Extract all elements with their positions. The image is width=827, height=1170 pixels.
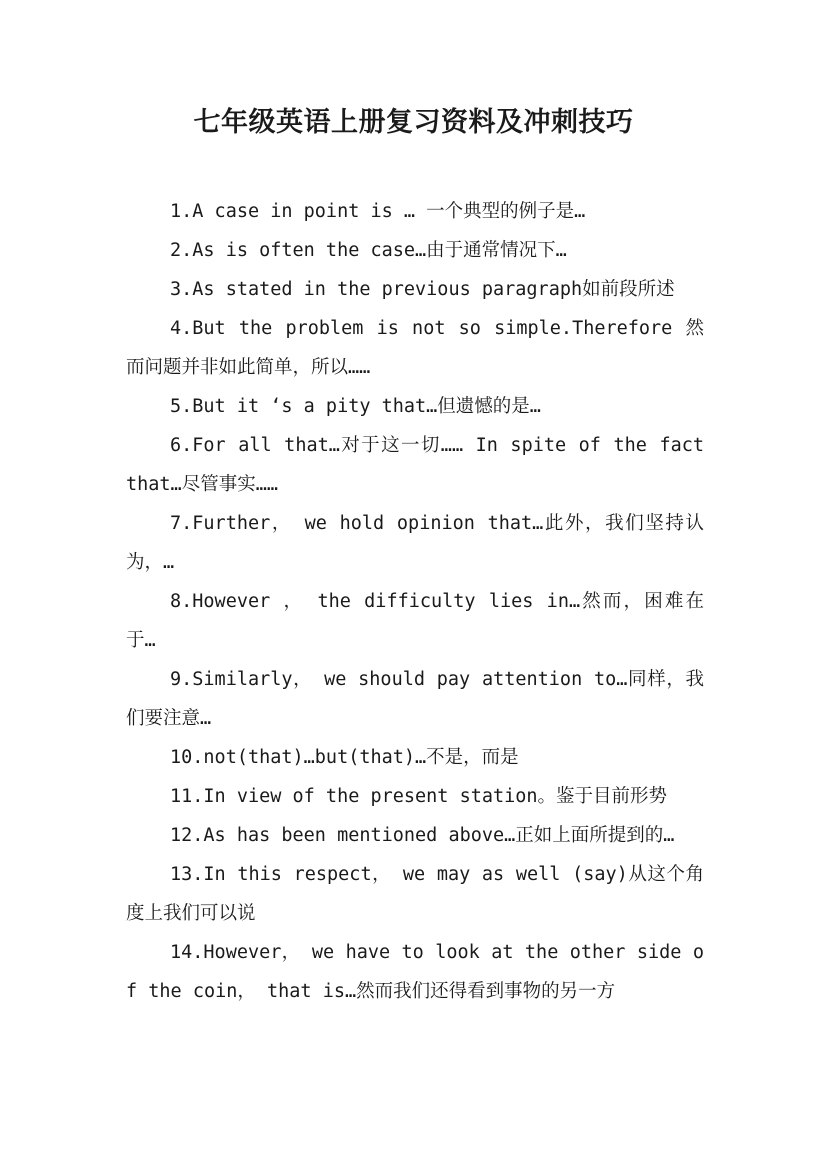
list-item: 12.As has been mentioned above…正如上面所提到的… (170, 825, 675, 846)
list-item: 4.But the problem is not so simple.Therefore 然而问题并非如此简单，所以…… (126, 318, 704, 378)
list-item: 8.However ， the difficulty lies in…然而，困难在于… (126, 591, 704, 651)
list-item: 5.But it ‘s a pity that…但遗憾的是… (170, 396, 541, 417)
list-item: 9.Similarly， we should pay attention to…同样，我们要注意… (126, 669, 704, 729)
page-title: 七年级英语上册复习资料及冲刺技巧 (193, 107, 634, 138)
list-item: 11.In view of the present station。鉴于目前形势 (170, 786, 668, 807)
list-item: 2.As is often the case…由于通常情况下… (170, 240, 567, 261)
list-item: 1.A case in point is … 一个典型的例子是… (170, 201, 586, 222)
list-item: 10.not(that)…but(that)…不是，而是 (170, 747, 519, 768)
phrase-list (126, 192, 704, 1011)
list-item: 6.For all that…对于这一切…… In spite of the fact that…尽管事实…… (126, 435, 704, 495)
list-item: 3.As stated in the previous paragraph如前段所述 (170, 279, 675, 300)
list-item: 13.In this respect， we may as well (say)从这个角度上我们可以说 (126, 864, 704, 924)
list-item: 14.However， we have to look at the other side of the coin， that is…然而我们还得看到事物的另一方 (126, 942, 704, 1002)
list-item: 7.Further， we hold opinion that…此外，我们坚持认为，… (126, 513, 704, 573)
